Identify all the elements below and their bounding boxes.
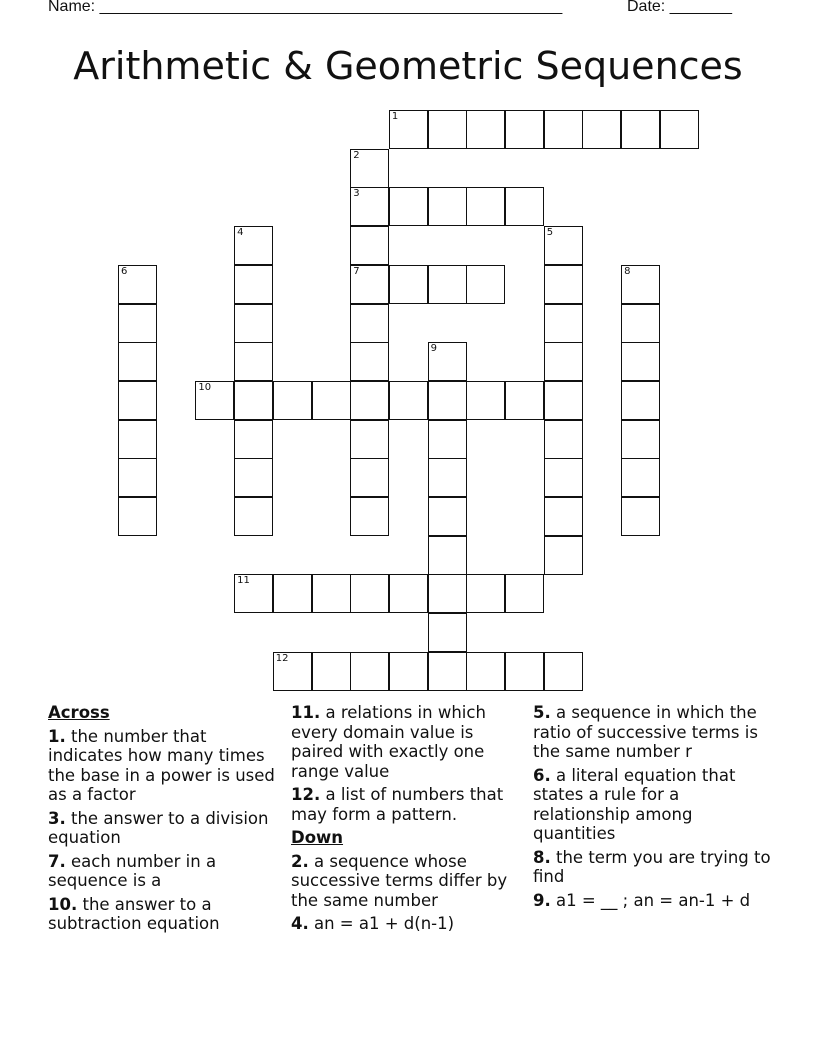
crossword-cell[interactable] — [350, 226, 389, 265]
crossword-cell[interactable] — [466, 265, 505, 304]
crossword-cell[interactable] — [544, 342, 583, 381]
clue-number: 5 — [546, 227, 554, 239]
crossword-cell[interactable] — [389, 652, 428, 691]
down-clue-5: 5. a sequence in which the ratio of successive terms is the same number r — [533, 703, 758, 761]
crossword-cell[interactable] — [389, 381, 428, 420]
across-clue-7: 7. each number in a sequence is a — [48, 851, 217, 890]
crossword-cell[interactable] — [621, 265, 660, 304]
clue-number: 2 — [353, 149, 360, 161]
down-heading: Down — [291, 828, 344, 847]
crossword-cell[interactable] — [660, 110, 699, 149]
across-clue-12: 12. a list of numbers that may form a pattern. — [291, 785, 504, 824]
clue-number: 10 — [198, 381, 212, 393]
crossword-cell[interactable] — [118, 342, 157, 381]
crossword-cell[interactable] — [118, 420, 157, 459]
crossword-cell[interactable] — [118, 458, 157, 497]
clue-number: 11 — [237, 575, 250, 587]
crossword-cell[interactable] — [234, 304, 273, 343]
crossword-cell[interactable] — [505, 574, 544, 613]
clue-number: 6 — [121, 265, 128, 277]
crossword-cell[interactable] — [389, 187, 428, 226]
clue-number: 8 — [624, 265, 631, 277]
crossword-cell[interactable] — [350, 458, 389, 497]
crossword-cell[interactable] — [544, 304, 583, 343]
crossword-cell[interactable] — [234, 420, 273, 459]
clues-column-2 — [291, 703, 526, 938]
crossword-cell[interactable] — [505, 110, 544, 149]
crossword-cell[interactable] — [621, 381, 660, 420]
crossword-cell[interactable] — [350, 342, 389, 381]
crossword-cell[interactable] — [350, 149, 389, 188]
crossword-cell[interactable] — [428, 110, 467, 149]
crossword-cell[interactable] — [118, 304, 157, 343]
crossword-cell[interactable] — [621, 304, 660, 343]
crossword-cell[interactable] — [466, 574, 505, 613]
crossword-cell[interactable] — [544, 652, 583, 691]
crossword-cell[interactable] — [234, 226, 273, 265]
crossword-cell[interactable] — [350, 652, 389, 691]
crossword-cell[interactable] — [544, 420, 583, 459]
crossword-cell[interactable] — [428, 381, 467, 420]
crossword-cell[interactable] — [544, 497, 583, 536]
across-clue-11: 11. a relations in which every domain value is paired with exactly one range value — [291, 703, 486, 781]
crossword-cell[interactable] — [621, 110, 660, 149]
crossword-cell[interactable] — [428, 420, 467, 459]
clues-column-1 — [48, 703, 283, 938]
crossword-cell[interactable] — [428, 458, 467, 497]
crossword-cell[interactable] — [505, 381, 544, 420]
crossword-cell[interactable] — [621, 458, 660, 497]
clue-number: 3 — [353, 188, 360, 200]
crossword-cell[interactable] — [312, 381, 351, 420]
crossword-cell[interactable] — [621, 420, 660, 459]
crossword-cell[interactable] — [312, 652, 351, 691]
crossword-cell[interactable] — [389, 574, 428, 613]
clue-number: 12 — [275, 652, 289, 664]
name-field-label: Name: ____________________________________________________ — [48, 0, 563, 15]
across-clue-3: 3. the answer to a division equation — [48, 808, 269, 847]
clue-number: 4 — [237, 227, 244, 239]
crossword-cell[interactable] — [350, 497, 389, 536]
crossword-cell[interactable] — [118, 497, 157, 536]
crossword-cell[interactable] — [428, 342, 467, 381]
crossword-cell[interactable] — [582, 110, 621, 149]
crossword-cell[interactable] — [428, 652, 467, 691]
crossword-cell[interactable] — [234, 497, 273, 536]
clues-column-3 — [533, 703, 773, 914]
crossword-cell[interactable] — [505, 652, 544, 691]
crossword-cell[interactable] — [350, 420, 389, 459]
crossword-cell[interactable] — [428, 187, 467, 226]
down-clue-8: 8. the term you are trying to find — [533, 847, 771, 886]
crossword-cell[interactable] — [466, 187, 505, 226]
crossword-cell[interactable] — [234, 342, 273, 381]
crossword-cell[interactable] — [234, 381, 273, 420]
crossword-cell[interactable] — [350, 574, 389, 613]
crossword-cell[interactable] — [118, 381, 157, 420]
crossword-cell[interactable] — [234, 265, 273, 304]
down-clue-9: 9. a1 = __ ; an = an-1 + d — [533, 890, 751, 910]
crossword-cell[interactable] — [312, 574, 351, 613]
crossword-cell[interactable] — [428, 613, 467, 652]
crossword-cell[interactable] — [389, 265, 428, 304]
clue-number: 7 — [353, 265, 360, 277]
crossword-cell[interactable] — [466, 652, 505, 691]
crossword-cell[interactable] — [544, 381, 583, 420]
crossword-cell[interactable] — [544, 458, 583, 497]
crossword-cell[interactable] — [234, 458, 273, 497]
crossword-cell[interactable] — [273, 652, 312, 691]
across-clue-10: 10. the answer to a subtraction equation — [48, 894, 220, 933]
crossword-cell[interactable] — [621, 497, 660, 536]
crossword-cell[interactable] — [273, 574, 312, 613]
crossword-cell[interactable] — [195, 381, 234, 420]
crossword-cell[interactable] — [466, 110, 505, 149]
clue-number: 1 — [391, 111, 399, 122]
crossword-cell[interactable] — [350, 187, 389, 226]
crossword-cell[interactable] — [389, 110, 428, 149]
crossword-cell[interactable] — [544, 110, 583, 149]
crossword-cell[interactable] — [544, 536, 583, 575]
crossword-cell[interactable] — [428, 497, 467, 536]
across-heading: Across — [48, 703, 110, 722]
down-clue-4: 4. an = a1 + d(n-1) — [291, 914, 455, 933]
crossword-cell[interactable] — [350, 265, 389, 304]
down-clue-2: 2. a sequence whose successive terms differ by the same number — [291, 851, 508, 910]
crossword-cell[interactable] — [118, 265, 157, 304]
crossword-cell[interactable] — [428, 574, 467, 613]
crossword-cell[interactable] — [544, 226, 583, 265]
crossword-cell[interactable] — [350, 381, 389, 420]
date-field-label: Date: _______ — [627, 0, 732, 15]
down-clue-6: 6. a literal equation that states a rule for a relationship among quantities — [533, 765, 736, 843]
crossword-cell[interactable] — [544, 265, 583, 304]
crossword-cell[interactable] — [505, 187, 544, 226]
crossword-cell[interactable] — [621, 342, 660, 381]
crossword-cell[interactable] — [428, 265, 467, 304]
clue-number: 9 — [430, 343, 437, 355]
crossword-cell[interactable] — [466, 381, 505, 420]
page-title: Arithmetic & Geometric Sequences — [73, 44, 743, 88]
crossword-cell[interactable] — [273, 381, 312, 420]
crossword-cell[interactable] — [428, 536, 467, 575]
across-clue-1: 1. the number that indicates how many times the base in a power is used as a factor — [48, 726, 275, 804]
crossword-cell[interactable] — [234, 574, 273, 613]
crossword-cell[interactable] — [350, 304, 389, 343]
